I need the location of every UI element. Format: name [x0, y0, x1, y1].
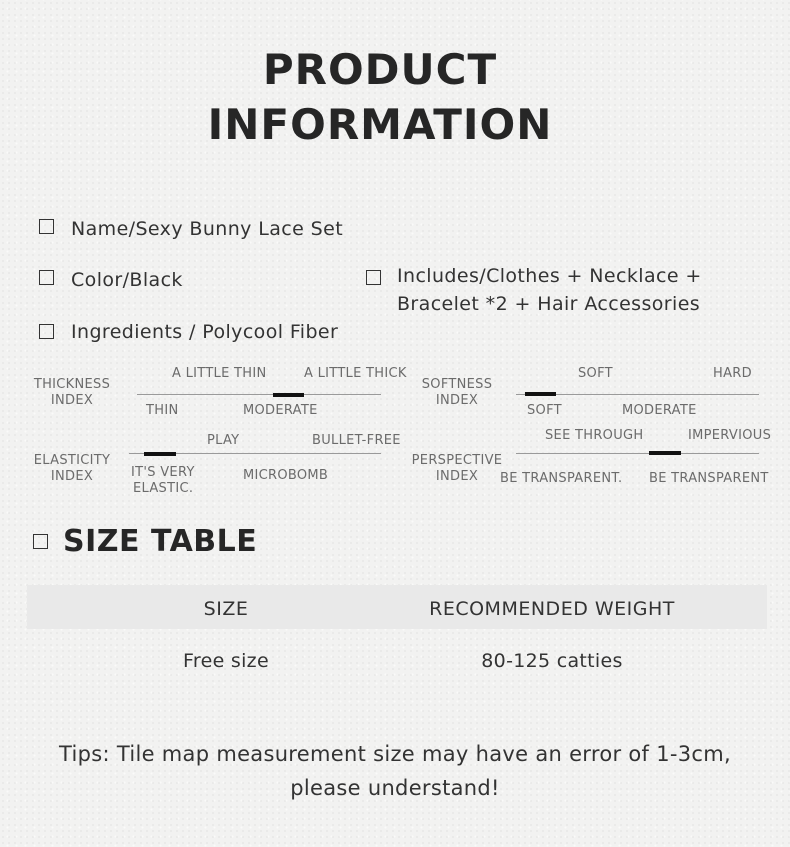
perspective-index-label: [407, 453, 507, 485]
checkbox-icon: [39, 270, 54, 285]
size-table-header-size: SIZE: [203, 598, 249, 620]
thickness-index-suffix: INDEX: [50, 393, 94, 408]
thickness-index-name: THICKNESS: [33, 377, 111, 392]
thickness-top-label-2: A LITTLE THICK: [304, 366, 407, 381]
softness-bottom-label-2: MODERATE: [622, 403, 697, 418]
softness-index-name: SOFTNESS: [421, 377, 493, 392]
info-name: Name/Sexy Bunny Lace Set: [71, 218, 344, 240]
perspective-scale-line: [516, 453, 759, 454]
elasticity-index-name: ELASTICITY: [33, 453, 111, 468]
perspective-index-name: PERSPECTIVE: [411, 453, 503, 468]
perspective-indicator: [649, 451, 681, 455]
info-color: Color/Black: [71, 269, 183, 291]
perspective-bottom-label-1: BE TRANSPARENT.: [500, 471, 623, 486]
elasticity-index-label: [22, 453, 122, 485]
checkbox-icon: [39, 324, 54, 339]
softness-top-label-1: SOFT: [578, 366, 613, 381]
thickness-top-label-1: A LITTLE THIN: [172, 366, 267, 381]
info-includes-line2: Bracelet *2 + Hair Accessories: [397, 293, 701, 315]
checkbox-icon: [39, 219, 54, 234]
thickness-bottom-label-1: THIN: [146, 403, 179, 418]
thickness-bottom-label-2: MODERATE: [243, 403, 318, 418]
info-ingredients: Ingredients / Polycool Fiber: [71, 321, 339, 343]
info-includes-line1: Includes/Clothes + Necklace +: [397, 265, 702, 287]
checkbox-icon: [366, 270, 381, 285]
thickness-scale-line: [137, 394, 381, 395]
perspective-bottom-label-2: BE TRANSPARENT: [649, 471, 769, 486]
softness-indicator: [525, 392, 556, 396]
elasticity-indicator: [144, 452, 176, 456]
tips-line2: please understand!: [290, 776, 500, 800]
perspective-top-label-1: SEE THROUGH: [545, 428, 644, 443]
elasticity-bottom-label-2: MICROBOMB: [243, 468, 329, 483]
elasticity-bottom-label-1b: ELASTIC.: [133, 481, 194, 496]
softness-top-label-2: HARD: [713, 366, 752, 381]
page-title-line2: INFORMATION: [207, 100, 553, 149]
softness-index-suffix: INDEX: [435, 393, 479, 408]
elasticity-top-label-2: BULLET-FREE: [312, 433, 401, 448]
perspective-top-label-2: IMPERVIOUS: [688, 428, 772, 443]
page-title-line1: PRODUCT: [262, 45, 498, 94]
checkbox-icon: [33, 534, 48, 549]
size-table-header-weight: RECOMMENDED WEIGHT: [429, 598, 675, 620]
perspective-index-suffix: INDEX: [435, 469, 479, 484]
softness-index-label: [407, 377, 507, 409]
size-table-cell-size: Free size: [183, 650, 269, 672]
thickness-indicator: [273, 393, 304, 397]
thickness-index-label: [22, 377, 122, 409]
elasticity-top-label-1: PLAY: [207, 433, 240, 448]
elasticity-bottom-label-1a: IT'S VERY: [131, 465, 195, 480]
tips-line1: Tips: Tile map measurement size may have an error of 1-3cm,: [59, 742, 731, 766]
elasticity-index-suffix: INDEX: [50, 469, 94, 484]
softness-bottom-label-1: SOFT: [527, 403, 562, 418]
size-table-title: SIZE TABLE: [63, 524, 258, 559]
size-table-cell-weight: 80-125 catties: [481, 650, 623, 672]
